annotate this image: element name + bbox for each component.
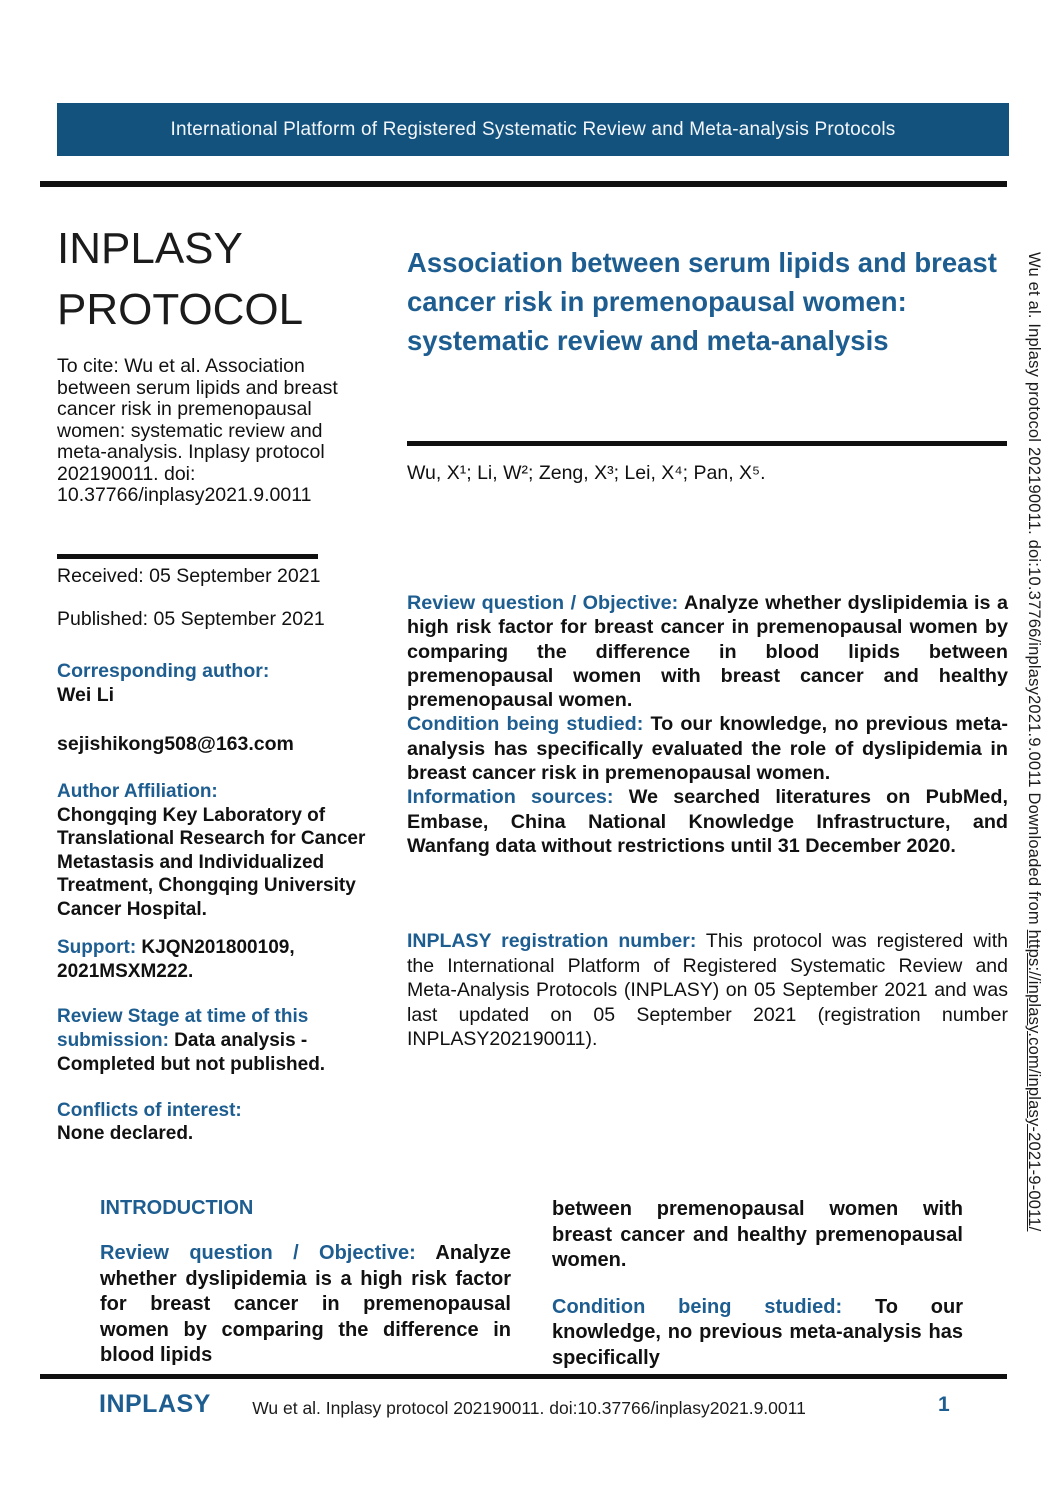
support-label: Support: [57, 937, 137, 958]
authors-line: Wu, X¹; Li, W²; Zeng, X³; Lei, X⁴; Pan, X⁵. [407, 462, 766, 484]
corresponding-author-label: Corresponding author: [57, 660, 270, 682]
dates-divider [57, 554, 318, 559]
support-text: KJQN201800109, 2021MSXM222. [57, 937, 295, 982]
corresponding-author-email: sejishikong508@163.com [57, 733, 294, 755]
affiliation-label: Author Affiliation: [57, 781, 218, 802]
article-title: Association between serum lipids and breast cancer risk in premenopausal women: systematic review and meta-analysis [407, 247, 997, 356]
introduction-review-question-label: Review question / Objective: [100, 1242, 416, 1264]
introduction-condition-text: To our knowledge, no previous meta-analysis has specifically [552, 1295, 963, 1369]
review-stage-block [57, 1005, 375, 1077]
introduction-condition-label: Condition being studied: [552, 1295, 843, 1318]
information-sources-label: Information sources: [407, 786, 614, 809]
review-stage-label: Review Stage at time of this submission: [57, 1006, 309, 1051]
introduction-continuation: between premenopausal women with breast cancer and healthy premenopausal women. [552, 1198, 963, 1271]
introduction-review-question [100, 1241, 511, 1369]
sidebar-watermark-text: Wu et al. Inplasy protocol 202190011. doi:10.37766/inplasy2021.9.0011 Downloaded from [1025, 252, 1043, 930]
top-divider [40, 181, 1007, 187]
affiliation-block [57, 780, 375, 921]
introduction-condition [552, 1295, 963, 1372]
page-number: 1 [938, 1393, 950, 1416]
masthead-line1: INPLASY [57, 224, 243, 273]
masthead-title [57, 218, 303, 340]
conflicts-text: None declared. [57, 1123, 194, 1144]
corresponding-author-name: Wei Li [57, 683, 115, 706]
condition-label: Condition being studied: [407, 713, 644, 736]
introduction-right-column [552, 1197, 963, 1371]
introduction-left-column [100, 1197, 511, 1369]
registration-label: INPLASY registration number: [407, 930, 697, 952]
review-stage-text: Data analysis - Completed but not published. [57, 1030, 326, 1075]
footer-divider [40, 1374, 1007, 1379]
platform-banner: International Platform of Registered Systematic Review and Meta-analysis Protocols [57, 103, 1009, 156]
registration-block [407, 929, 1008, 1052]
registration-text: This protocol was registered with the International Platform of Registered Systematic Review and Meta-Analysis Protocols (INPLASY) on 05 September 2021 and was last updated on 05 September 2021 (registration number INPLASY202190011). [407, 930, 1008, 1050]
review-question-label: Review question / Objective: [407, 592, 679, 614]
masthead-line2: PROTOCOL [57, 285, 304, 334]
footer-logo: INPLASY [99, 1390, 211, 1418]
introduction-heading: INTRODUCTION [100, 1197, 254, 1219]
introduction-review-question-text: Analyze whether dyslipidemia is a high risk factor for breast cancer in premenopausal women by comparing the difference in blood lipids [100, 1242, 512, 1366]
conflicts-label: Conflicts of interest: [57, 1100, 242, 1121]
abstract-sections [407, 591, 1008, 858]
title-divider [407, 441, 1007, 446]
support-block [57, 936, 375, 984]
condition-text: To our knowledge, no previous meta-analysis has specifically evaluated the role of dyslipidemia in breast cancer risk in premenopausal women. [407, 713, 1008, 785]
sidebar-watermark-link[interactable]: https://inplasy.com/inplasy-2021-9-0011/ [1025, 929, 1043, 1232]
corresponding-author-block [57, 660, 375, 707]
conflicts-block [57, 1099, 375, 1145]
sidebar-watermark [1024, 252, 1043, 1231]
footer-citation: Wu et al. Inplasy protocol 202190011. doi:10.37766/inplasy2021.9.0011 [252, 1398, 806, 1418]
citation-note: To cite: Wu et al. Association between serum lipids and breast cancer risk in premenopausal women: systematic review and meta-analysis. Inplasy protocol 202190011. doi: 10.37766/inplasy2021.9.0011 [57, 355, 338, 506]
information-sources-text: We searched literatures on PubMed, Embase, China National Knowledge Infrastructure, and Wanfang data without restrictions until 31 December 2020. [407, 786, 1008, 857]
published-date: Published: 05 September 2021 [57, 608, 325, 630]
received-date: Received: 05 September 2021 [57, 565, 321, 587]
affiliation-text: Chongqing Key Laboratory of Translational Research for Cancer Metastasis and Individualized Treatment, Chongqing University Cancer Hospital. [57, 804, 366, 920]
review-question-text: Analyze whether dyslipidemia is a high risk factor for breast cancer in premenopausal women by comparing the difference in blood lipids between premenopausal women with breast cancer and healthy premenopausal women. [407, 592, 1009, 712]
